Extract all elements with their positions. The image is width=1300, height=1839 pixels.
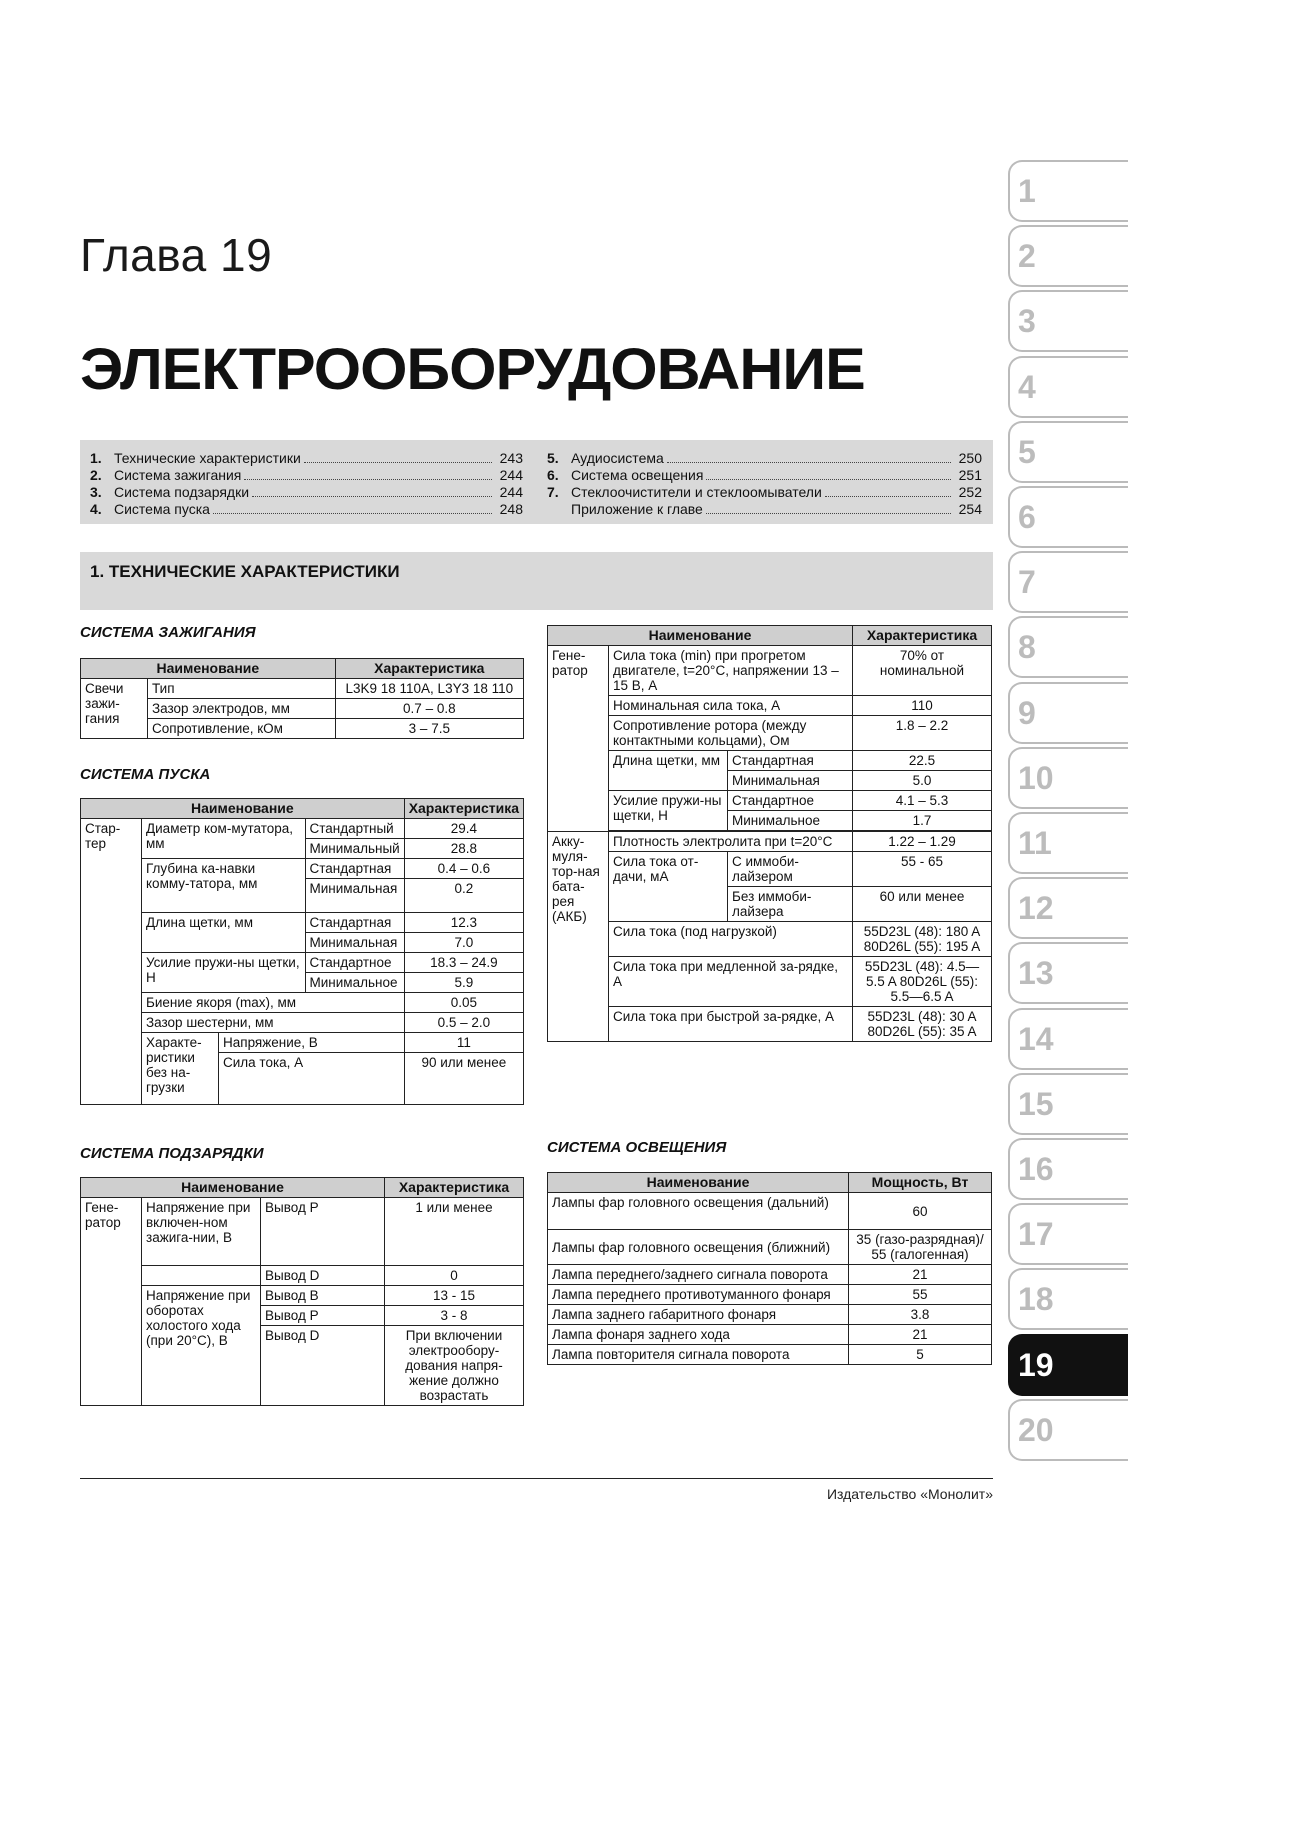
param-name: Тип — [148, 679, 336, 699]
toc-text: Система пуска — [114, 501, 210, 517]
toc-column-left — [90, 450, 523, 518]
param-value: 5 — [849, 1345, 992, 1365]
param-sub: Минимальное — [305, 973, 404, 993]
col-characteristic-header: Характеристика — [853, 626, 992, 646]
table-row — [548, 716, 992, 751]
table-row — [548, 751, 992, 771]
toc-dots — [252, 484, 492, 497]
param-value: 5.0 — [853, 771, 992, 791]
chapter-tab[interactable]: 17 — [1008, 1203, 1128, 1265]
col-name-header: Наименование — [548, 626, 853, 646]
toc-dots — [706, 501, 951, 514]
table-row — [548, 1325, 992, 1345]
param-value: 28.8 — [404, 839, 523, 859]
param-value: L3K9 18 110A, L3Y3 18 110 — [335, 679, 523, 699]
group-label: Акку-муля-тор-ная бата-рея (АКБ) — [548, 832, 609, 1042]
param-sub: Минимальный — [305, 839, 404, 859]
col-name-header: Наименование — [548, 1173, 849, 1193]
param-value: 60 — [849, 1193, 992, 1230]
param-value: 0.2 — [404, 879, 523, 913]
toc-num: 1. — [90, 450, 102, 466]
param-name: Длина щетки, мм — [609, 751, 728, 791]
param-name: Плотность электролита при t=20°С — [609, 832, 853, 852]
param-sub: Вывод D — [261, 1266, 385, 1286]
toc-item[interactable] — [90, 501, 523, 518]
chapter-tab[interactable]: 12 — [1008, 877, 1128, 939]
toc-text: Стеклоочистители и стеклоомыватели — [571, 484, 822, 500]
param-value: 4.1 – 5.3 — [853, 791, 992, 811]
param-value: 60 или менее — [853, 887, 992, 922]
col-name-header: Наименование — [81, 799, 405, 819]
toc-page: 251 — [958, 467, 982, 483]
toc-item[interactable] — [547, 467, 982, 484]
table-row — [548, 1345, 992, 1365]
toc-dots — [213, 501, 492, 514]
param-value: 12.3 — [404, 913, 523, 933]
toc-item[interactable] — [547, 484, 982, 501]
param-value: 90 или менее — [404, 1053, 523, 1105]
param-value: 55 — [849, 1285, 992, 1305]
toc-item[interactable] — [547, 450, 982, 467]
table-row — [548, 922, 992, 957]
toc-num: 4. — [90, 501, 102, 517]
param-name: Напряжение при включен-ном зажига-нии, В — [142, 1198, 261, 1266]
toc-item[interactable] — [90, 450, 523, 467]
param-name: Лампа заднего габаритного фонаря — [548, 1305, 849, 1325]
param-sub: Сила тока, А — [219, 1053, 405, 1105]
param-value: 1.22 – 1.29 — [853, 832, 992, 852]
toc-num: 5. — [547, 450, 559, 466]
param-name: Диаметр ком-мутатора, мм — [142, 819, 306, 859]
table-row — [81, 913, 524, 933]
toc-page: 250 — [958, 450, 982, 466]
starting-table — [80, 798, 524, 1105]
param-value: 0 — [385, 1266, 524, 1286]
table-row — [548, 1193, 992, 1230]
param-name: Лампы фар головного освещения (ближний) — [548, 1230, 849, 1265]
param-value — [853, 1007, 992, 1042]
param-sub: Вывод D — [261, 1326, 385, 1406]
param-name: Лампа повторителя сигнала поворота — [548, 1345, 849, 1365]
table-row — [81, 1286, 524, 1306]
param-value: 1.7 — [853, 811, 992, 831]
section-header: 1. ТЕХНИЧЕСКИЕ ХАРАКТЕРИСТИКИ — [80, 552, 993, 610]
param-value: 21 — [849, 1265, 992, 1285]
chapter-tab[interactable]: 14 — [1008, 1008, 1128, 1070]
col-name-header: Наименование — [81, 1178, 385, 1198]
param-sub: Стандартное — [728, 791, 853, 811]
chapter-tab[interactable]: 10 — [1008, 747, 1128, 809]
chapter-tab[interactable]: 5 — [1008, 421, 1128, 483]
param-sub: Стандартная — [305, 913, 404, 933]
param-name: Зазор шестерни, мм — [142, 1013, 405, 1033]
table-row — [81, 993, 524, 1013]
toc-item[interactable] — [547, 501, 982, 518]
group-label: Гене-ратор — [548, 646, 609, 832]
param-value: 21 — [849, 1325, 992, 1345]
toc-page: 248 — [499, 501, 523, 517]
param-sub: Напряжение, В — [219, 1033, 405, 1053]
param-value: 0.05 — [404, 993, 523, 1013]
table-row — [548, 852, 992, 887]
param-value — [853, 922, 992, 957]
col-name-header: Наименование — [81, 659, 336, 679]
param-value: 18.3 – 24.9 — [404, 953, 523, 973]
param-sub: Вывод P — [261, 1306, 385, 1326]
chapter-tab[interactable]: 13 — [1008, 942, 1128, 1004]
param-name: Номинальная сила тока, А — [609, 696, 853, 716]
table-row — [81, 719, 524, 739]
param-name: Зазор электродов, мм — [148, 699, 336, 719]
ignition-heading: СИСТЕМА ЗАЖИГАНИЯ — [80, 624, 256, 641]
chapter-title: ЭЛЕКТРООБОРУДОВАНИЕ — [80, 337, 865, 402]
toc-dots — [244, 467, 492, 480]
param-value: 110 — [853, 696, 992, 716]
table-row — [548, 1305, 992, 1325]
toc-page: 254 — [958, 501, 982, 517]
table-row — [548, 646, 992, 696]
chapter-tab[interactable]: 4 — [1008, 356, 1128, 418]
param-sub: Минимальная — [305, 879, 404, 913]
toc-num: 2. — [90, 467, 102, 483]
toc-item[interactable] — [90, 484, 523, 501]
param-sub: Стандартный — [305, 819, 404, 839]
param-sub: Минимальная — [305, 933, 404, 953]
table-row — [81, 1266, 524, 1286]
param-name — [142, 1266, 261, 1286]
col-characteristic-header: Характеристика — [335, 659, 523, 679]
lighting-heading: СИСТЕМА ОСВЕЩЕНИЯ — [547, 1139, 727, 1156]
chapter-tab[interactable]: 7 — [1008, 551, 1128, 613]
toc-num: 3. — [90, 484, 102, 500]
param-name: Лампы фар головного освещения (дальний) — [548, 1193, 849, 1230]
toc-item[interactable] — [90, 467, 523, 484]
param-name: Усилие пружи-ны щетки, Н — [142, 953, 306, 993]
param-value-line: 80D26L (55): 35 A — [867, 1024, 977, 1039]
param-name: Глубина ка-навки комму-татора, мм — [142, 859, 306, 913]
param-value-line: 55D23L (48): 180 A — [863, 924, 981, 939]
table-row — [81, 1198, 524, 1266]
param-name: Характе-ристики без на-грузки — [142, 1033, 219, 1105]
param-name: Сила тока при медленной за-рядке, А — [609, 957, 853, 1007]
param-sub: Без иммоби-лайзера — [728, 887, 853, 922]
param-value: 29.4 — [404, 819, 523, 839]
chapter-tab[interactable]: 9 — [1008, 682, 1128, 744]
table-row — [548, 791, 992, 811]
toc-dots — [304, 450, 492, 463]
group-label: Стар-тер — [81, 819, 142, 1105]
toc-num: 6. — [547, 467, 559, 483]
lighting-table — [547, 1172, 992, 1365]
starting-heading: СИСТЕМА ПУСКА — [80, 766, 211, 783]
table-row — [81, 819, 524, 839]
param-name: Сопротивление, кОм — [148, 719, 336, 739]
chapter-tab[interactable]: 3 — [1008, 290, 1128, 352]
toc-dots — [706, 467, 951, 480]
toc-page: 252 — [958, 484, 982, 500]
chapter-tab[interactable]: 16 — [1008, 1138, 1128, 1200]
param-name: Сила тока от-дачи, мА — [609, 852, 728, 922]
chapter-tab[interactable]: 18 — [1008, 1268, 1128, 1330]
table-row — [548, 696, 992, 716]
param-sub: Стандартная — [305, 859, 404, 879]
param-value: 3 - 8 — [385, 1306, 524, 1326]
param-value: 1.8 – 2.2 — [853, 716, 992, 751]
param-value: 5.9 — [404, 973, 523, 993]
table-row — [548, 1285, 992, 1305]
col-characteristic-header: Характеристика — [404, 799, 523, 819]
table-row — [548, 1230, 992, 1265]
toc-page: 243 — [499, 450, 523, 466]
param-value: 0.5 – 2.0 — [404, 1013, 523, 1033]
param-name: Длина щетки, мм — [142, 913, 306, 953]
param-value: 11 — [404, 1033, 523, 1053]
table-row — [548, 1265, 992, 1285]
param-value: 22.5 — [853, 751, 992, 771]
chapter-tab[interactable]: 20 — [1008, 1399, 1128, 1461]
param-name: Лампа переднего противотуманного фонаря — [548, 1285, 849, 1305]
param-value: 3 – 7.5 — [335, 719, 523, 739]
param-sub: Вывод P — [261, 1198, 385, 1266]
generator-battery-table — [547, 625, 992, 1042]
table-row — [81, 1013, 524, 1033]
param-value: 55D23L (48): 4.5—5.5 A 80D26L (55): 5.5—6.5 A — [853, 957, 992, 1007]
col-characteristic-header: Характеристика — [385, 1178, 524, 1198]
param-value: 55 - 65 — [853, 852, 992, 887]
param-value: 1 или менее — [385, 1198, 524, 1266]
param-value: 7.0 — [404, 933, 523, 953]
charging-table — [80, 1177, 524, 1406]
table-of-contents — [80, 440, 993, 524]
toc-column-right — [547, 450, 982, 518]
col-power-header: Мощность, Вт — [849, 1173, 992, 1193]
param-name: Сила тока (min) при прогретом двигателе, t=20°С, напряжении 13 – 15 В, А — [609, 646, 853, 696]
table-row — [81, 1033, 524, 1053]
chapter-label: Глава 19 — [80, 229, 273, 281]
toc-page: 244 — [499, 484, 523, 500]
param-sub: С иммоби-лайзером — [728, 852, 853, 887]
param-value: 13 - 15 — [385, 1286, 524, 1306]
param-value-line: 55D23L (48): 30 A — [867, 1009, 977, 1024]
publisher-label: Издательство «Монолит» — [826, 1486, 993, 1502]
toc-num: 7. — [547, 484, 559, 500]
param-value: 0.7 – 0.8 — [335, 699, 523, 719]
param-value: 0.4 – 0.6 — [404, 859, 523, 879]
param-name: Сопротивление ротора (между контактными кольцами), Ом — [609, 716, 853, 751]
toc-text: Приложение к главе — [571, 501, 703, 517]
table-row — [81, 859, 524, 879]
param-value: 3.8 — [849, 1305, 992, 1325]
param-name: Сила тока (под нагрузкой) — [609, 922, 853, 957]
param-name: Усилие пружи-ны щетки, Н — [609, 791, 728, 831]
chapter-tab[interactable]: 6 — [1008, 486, 1128, 548]
chapter-tab[interactable]: 19 — [1008, 1334, 1128, 1396]
toc-dots — [667, 450, 951, 463]
param-value-line: 80D26L (55): 195 A — [863, 939, 981, 954]
toc-text: Система зажигания — [114, 467, 242, 483]
group-label: Гене-ратор — [81, 1198, 142, 1406]
param-sub: Минимальное — [728, 811, 853, 831]
toc-text: Система освещения — [571, 467, 704, 483]
param-value: 35 (газо-разрядная)/ 55 (галогенная) — [849, 1230, 992, 1265]
param-value: При включении электрообору-дования напря-жение должно возрастать — [385, 1326, 524, 1406]
table-row — [81, 699, 524, 719]
param-name: Напряжение при оборотах холостого хода (при 20°С), В — [142, 1286, 261, 1406]
param-sub: Вывод B — [261, 1286, 385, 1306]
table-row — [548, 1007, 992, 1042]
param-sub: Минимальная — [728, 771, 853, 791]
table-row — [548, 832, 992, 852]
table-row — [81, 679, 524, 699]
toc-text: Аудиосистема — [571, 450, 664, 466]
toc-dots — [825, 484, 951, 497]
ignition-table — [80, 658, 524, 739]
chapter-tab[interactable]: 15 — [1008, 1073, 1128, 1135]
param-name: Биение якоря (max), мм — [142, 993, 405, 1013]
footer-divider — [80, 1478, 993, 1479]
toc-page: 244 — [499, 467, 523, 483]
param-sub: Стандартное — [305, 953, 404, 973]
chapter-tab[interactable]: 8 — [1008, 616, 1128, 678]
chapter-tab[interactable]: 2 — [1008, 225, 1128, 287]
param-name: Лампа переднего/заднего сигнала поворота — [548, 1265, 849, 1285]
charging-heading: СИСТЕМА ПОДЗАРЯДКИ — [80, 1145, 264, 1162]
chapter-tab[interactable]: 11 — [1008, 812, 1128, 874]
param-sub: Стандартная — [728, 751, 853, 771]
param-value: 70% от номинальной — [853, 646, 992, 696]
table-row — [81, 953, 524, 973]
chapter-tab[interactable]: 1 — [1008, 160, 1128, 222]
group-label: Свечи зажи-гания — [81, 679, 148, 739]
table-row — [548, 957, 992, 1007]
toc-text: Система подзарядки — [114, 484, 250, 500]
toc-text: Технические характеристики — [114, 450, 301, 466]
param-name: Лампа фонаря заднего хода — [548, 1325, 849, 1345]
param-name: Сила тока при быстрой за-рядке, А — [609, 1007, 853, 1042]
